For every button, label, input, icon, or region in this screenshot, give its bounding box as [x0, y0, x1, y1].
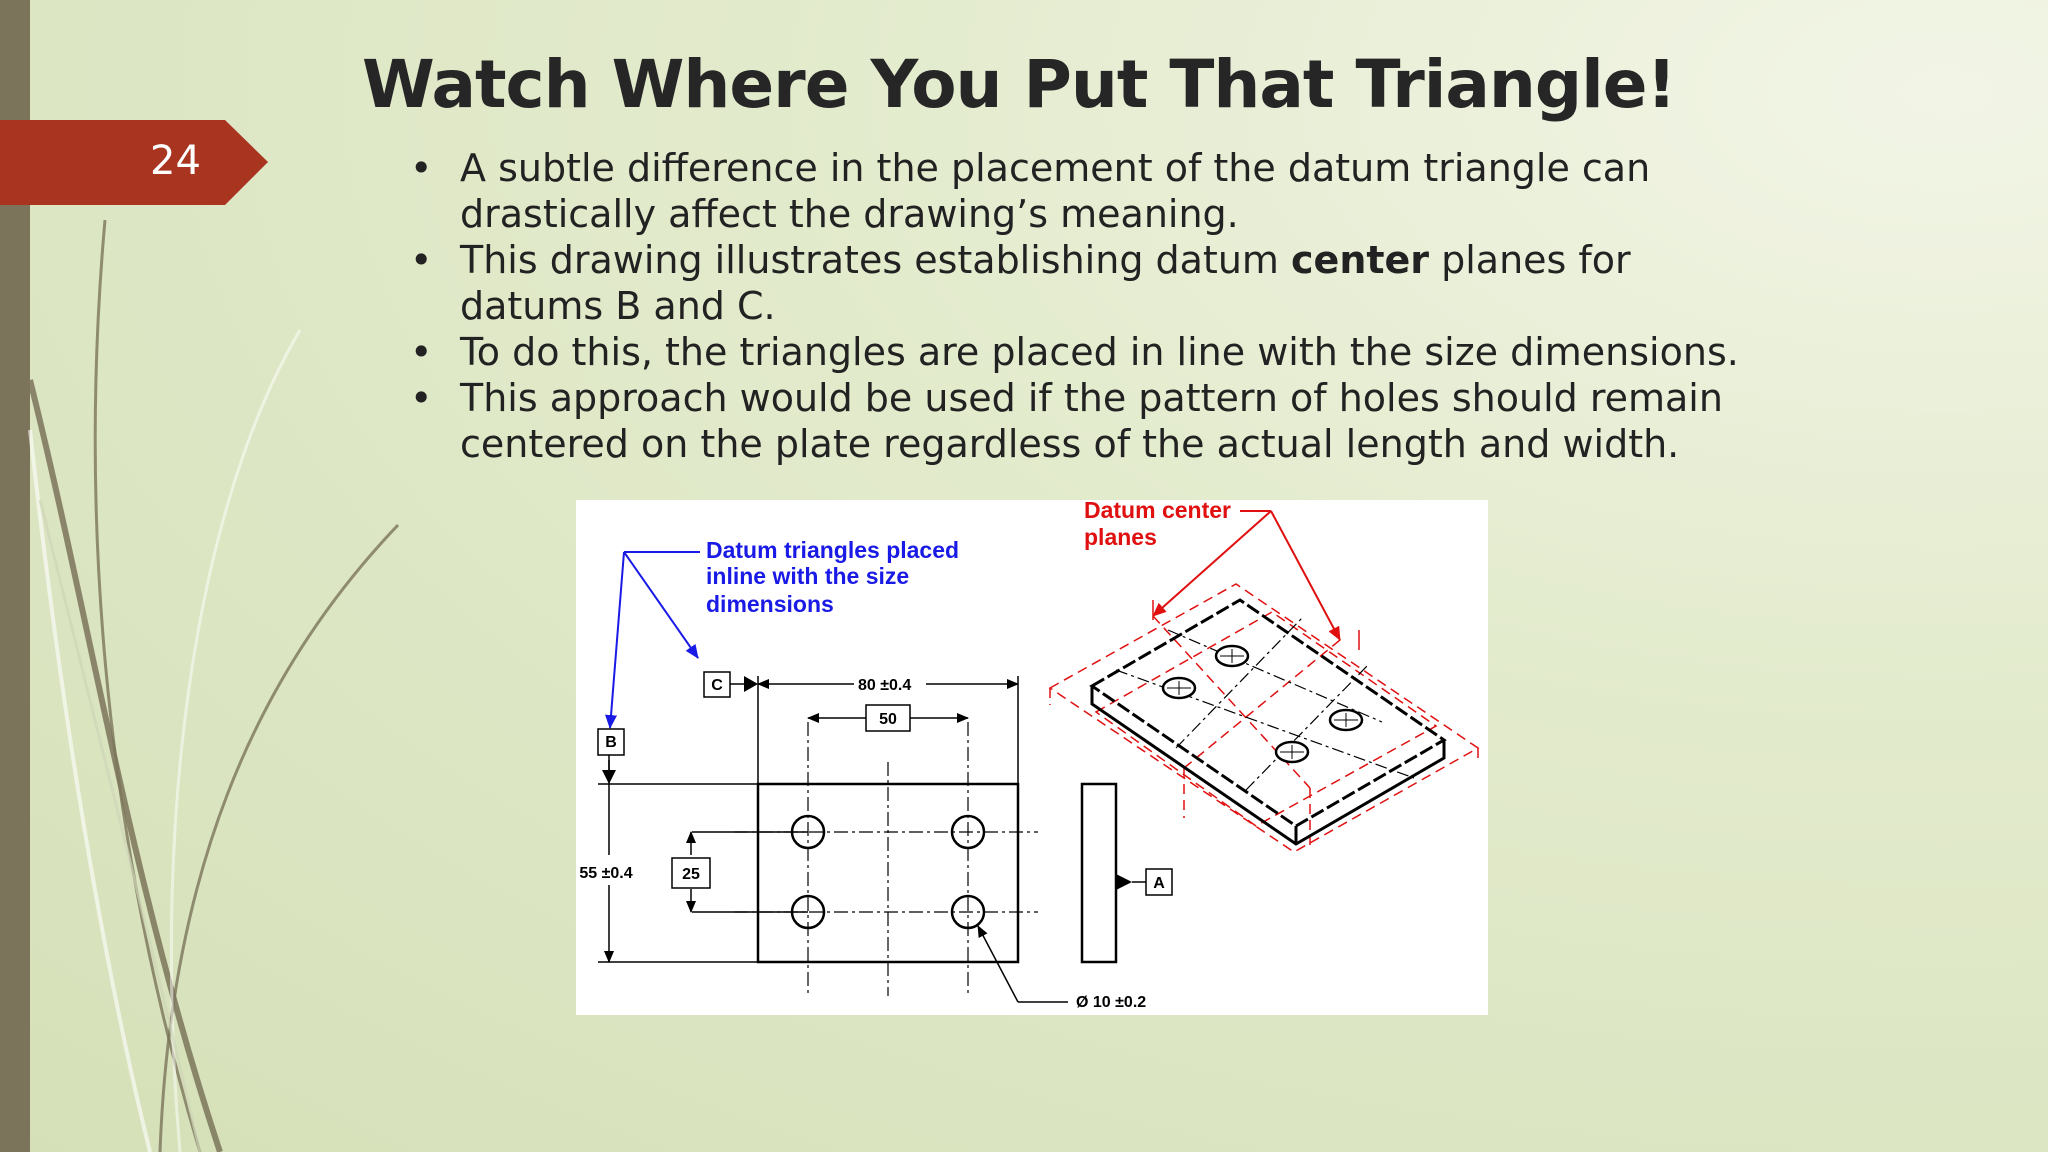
datum-a-label: A [1153, 875, 1165, 892]
bullet-item [404, 237, 1764, 329]
bullet-text: A subtle difference in the placement of the datum triangle can drastically affect the drawing’s meaning. [460, 146, 1651, 236]
bullet-item [404, 145, 1764, 237]
dimension-hole-spacing-y-label: 25 [682, 866, 700, 883]
plate-side-view [1082, 784, 1172, 962]
note-red-line: planes [1084, 524, 1157, 550]
dimension-length-label: 80 ±0.4 [858, 677, 912, 694]
bullet-item [404, 329, 1764, 375]
note-blue-line: inline with the size [706, 563, 910, 589]
bullet-text-bold: center [1291, 238, 1430, 282]
note-blue-line: Datum triangles placed [706, 537, 960, 563]
bullet-text-pre: This drawing illustrates establishing datum [460, 238, 1292, 282]
slide-number-tab [0, 120, 268, 205]
gdt-drawing-figure [576, 500, 1488, 1015]
bullet-text: To do this, the triangles are placed in line with the size dimensions. [460, 330, 1739, 374]
isometric-view [1050, 584, 1478, 852]
dimension-hole-spacing-x-label: 50 [879, 711, 897, 728]
dimension-width-label: 55 ±0.4 [579, 865, 633, 882]
blue-leader-lines [610, 552, 700, 728]
datum-b-label: B [605, 734, 617, 751]
slide-title: Watch Where You Put That Triangle! [362, 46, 1676, 123]
red-leader-lines [1153, 511, 1340, 640]
bullet-item [404, 375, 1764, 467]
note-blue-line: dimensions [706, 591, 834, 617]
note-red-line: Datum center [1084, 500, 1231, 523]
engineering-drawing [576, 500, 1488, 1015]
slide-number: 24 [150, 138, 201, 184]
bullet-text: This approach would be used if the pattern of holes should remain centered on the plate regardless of the actual length and width. [460, 376, 1723, 466]
hole-callout-leader [978, 926, 1068, 1002]
bullet-list [404, 145, 1764, 467]
bullet-text-post: planes for datums B and C. [460, 238, 1631, 328]
hole-diameter-label: Ø 10 ±0.2 [1076, 994, 1147, 1011]
datum-c-label: C [711, 677, 723, 694]
slide-number-arrow-shape [0, 120, 268, 205]
